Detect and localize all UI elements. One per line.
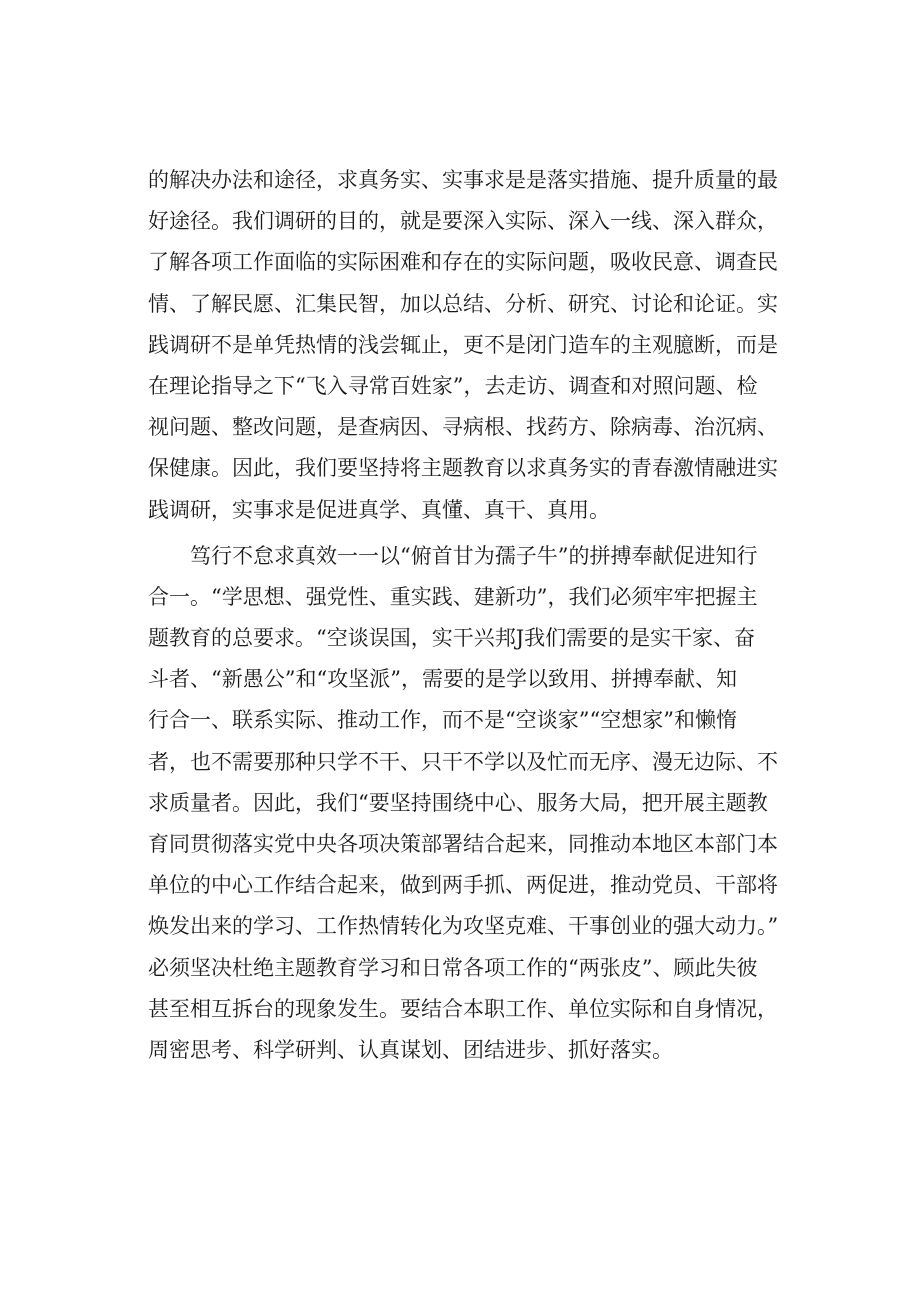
paragraph-2 bbox=[148, 536, 808, 1071]
text-line: 必须坚决杜绝主题教育学习和日常各项工作的“两张皮”、顾此失彼 bbox=[148, 955, 758, 980]
text-line: 求质量者。因此，我们“要坚持围绕中心、服务大局，把开展主题教 bbox=[148, 790, 768, 815]
text-line: 合一。“学思想、强党性、重实践、建新功”，我们必须牢牢把握主 bbox=[148, 584, 758, 609]
text-line: 斗者、“新愚公”和“攻坚派”，需要的是学以致用、拼搏奉献、知 bbox=[148, 667, 737, 692]
text-line: 单位的中心工作结合起来，做到两手抓、两促进，推动党员、干部将 bbox=[148, 873, 778, 898]
text-line-first: 笃行不怠求真效一一以“俯首甘为孺子牛”的拼搏奉献促进知行 bbox=[190, 543, 758, 568]
text-line: 视问题、整改问题，是查病因、寻病根、找药方、除病毒、治沉病、 bbox=[148, 415, 778, 440]
text-line: 题教育的总要求。“空谈误国，实干兴邦J我们需要的是实干家、奋 bbox=[148, 626, 756, 651]
text-line: 践调研不是单凭热情的浅尝辄止，更不是闭门造车的主观臆断，而是 bbox=[148, 332, 778, 357]
text-line: 行合一、联系实际、推动工作，而不是“空谈家”“空想家”和懒惰 bbox=[148, 708, 737, 733]
text-line: 甚至相互拆台的现象发生。要结合本职工作、单位实际和自身情况， bbox=[148, 996, 778, 1021]
text-line: 的解决办法和途径，求真务实、实事求是是落实措施、提升质量的最 bbox=[148, 168, 778, 192]
text-line: 了解各项工作面临的实际困难和存在的实际问题，吸收民意、调查民 bbox=[148, 250, 778, 275]
text-line: 践调研，实事求是促进真学、真懂、真干、真用。 bbox=[148, 497, 610, 522]
document-body bbox=[148, 160, 808, 1071]
text-line: 情、了解民愿、汇集民智，加以总结、分析、研究、讨论和论证。实 bbox=[148, 291, 778, 316]
text-line: 焕发出来的学习、工作热情转化为攻坚克难、干事创业的强大动力。” bbox=[148, 914, 779, 939]
text-line: 在理论指导之下“飞入寻常百姓家”，去走访、调查和对照问题、检 bbox=[148, 373, 758, 398]
text-line: 好途径。我们调研的目的，就是要深入实际、深入一线、深入群众， bbox=[148, 209, 778, 234]
paragraph-1 bbox=[148, 160, 808, 531]
text-line: 周密思考、科学研判、认真谋划、团结进步、抓好落实。 bbox=[148, 1037, 673, 1062]
text-line: 者，也不需要那种只学不干、只干不学以及忙而无序、漫无边际、不 bbox=[148, 749, 778, 774]
text-line: 保健康。因此，我们要坚持将主题教育以求真务实的青春激情融进实 bbox=[148, 456, 778, 481]
text-line: 育同贯彻落实党中央各项决策部署结合起来，同推动本地区本部门本 bbox=[148, 832, 778, 856]
